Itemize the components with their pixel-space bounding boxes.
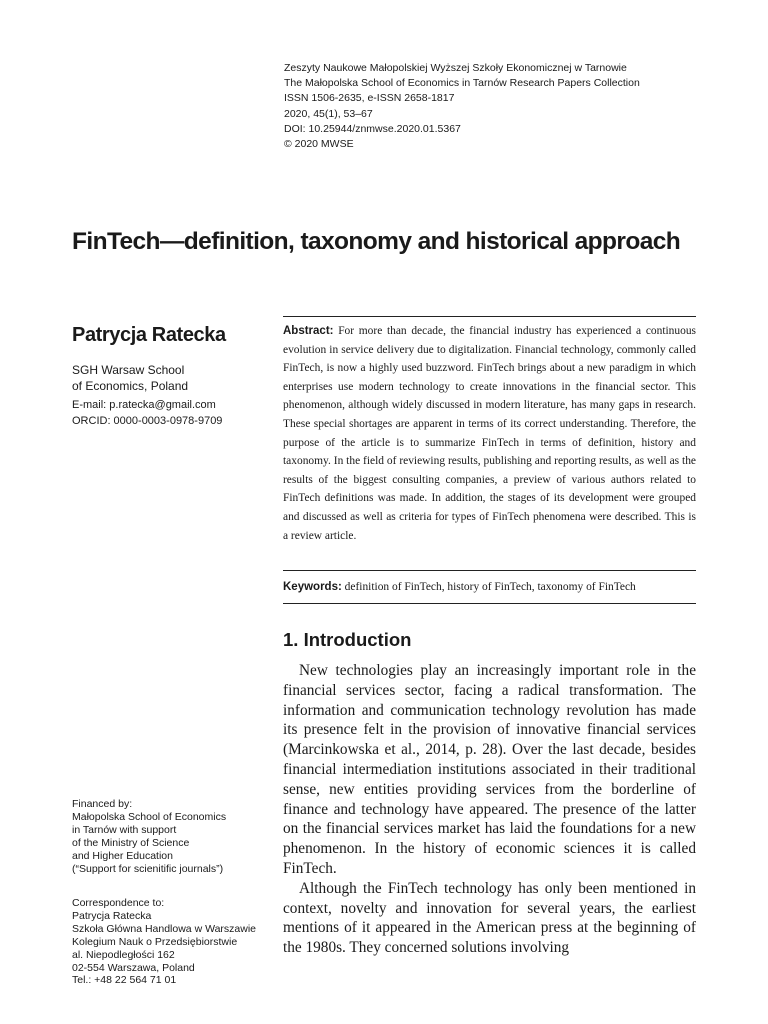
abstract-text: For more than decade, the financial industry has experienced a continuous evolution in service delivery due to digitalization. Financial technology, commonly called FinTech, is now a highly used buzzword. FinTech brings about a new paradigm in which enterprises use modern technology to create innovations in the financial sector. This phenomenon, although widely discussed in modern literature, has many gaps in research. These special shortages are apparent in terms of its correct understanding. Therefore, the purpose of the article is to summarize FinTech in terms of definition, history and taxonomy. In the field of reviewing results, publishing and reporting results, as well as the results of the biggest consulting companies, a preview of various authors related to FinTech definitions was made. In addition, the stages of its development were grouped and discussed as well as criteria for types of FinTech phenomena were described. This is a review article. — [283, 325, 697, 542]
section-body — [283, 661, 696, 958]
correspondence-phone: Tel.: +48 22 564 71 01 — [72, 974, 177, 987]
correspondence-note — [72, 897, 272, 987]
author-affiliation — [72, 362, 262, 394]
keywords-text: definition of FinTech, history of FinTech, taxonomy of FinTech — [344, 581, 636, 593]
journal-volume: 2020, 45(1), 53–67 — [284, 107, 373, 120]
paragraph: New technologies play an increasingly important role in the financial services sector, facing a radical transformation. The information and communication technology revolution has made its presence felt in the provision of innovative financial services (Marcinkowska et al., 2014, p. 28). Over the last decade, besides financial intermediation institutions associated in their traditional sense, new entities providing services from the borderline of finance and technology have appeared. The presence of the latter on the financial services market has laid the foundations for a new phenomenon. In the history of economic sciences it is called FinTech. — [283, 662, 696, 877]
funding-note — [72, 798, 272, 875]
journal-line: Zeszyty Naukowe Małopolskiej Wyższej Szkoły Ekonomicznej w Tarnowie — [284, 62, 627, 74]
correspondence-line: Patrycja Ratecka — [72, 909, 152, 922]
journal-copyright: © 2020 MWSE — [284, 138, 354, 151]
correspondence-line: Szkoła Główna Handlowa w Warszawie — [72, 922, 257, 935]
correspondence-line: 02-554 Warszawa, Poland — [72, 961, 195, 974]
journal-line: The Małopolska School of Economics in Tarnów Research Papers Collection — [284, 77, 640, 90]
keywords-top-rule — [283, 570, 696, 571]
funding-line: of the Ministry of Science — [72, 836, 190, 849]
affiliation-line: of Economics, Poland — [72, 379, 189, 393]
funding-line: Małopolska School of Economics — [72, 810, 227, 823]
funding-line: (“Support for scienitific journals”) — [72, 862, 224, 875]
keywords — [283, 578, 696, 596]
correspondence-line: Kolegium Nauk o Przedsiębiorstwie — [72, 935, 238, 948]
journal-header — [284, 61, 704, 152]
keywords-bottom-rule — [283, 603, 696, 604]
correspondence-line: al. Niepodległości 162 — [72, 948, 175, 961]
paragraph: Although the FinTech technology has only been mentioned in context, novelty and innovation for several years, the earliest mentions of it appeared in the American press at the beginning of the 1980s. They concerned solutions involving — [283, 879, 696, 957]
section-heading: 1. Introduction — [283, 629, 412, 650]
abstract — [283, 322, 696, 545]
abstract-top-rule — [283, 316, 696, 317]
keywords-label: Keywords: — [283, 581, 342, 593]
article-title: FinTech—definition, taxonomy and historical approach — [72, 228, 681, 255]
correspondence-line: Correspondence to: — [72, 897, 165, 909]
journal-issn: ISSN 1506-2635, e-ISSN 2658-1817 — [284, 92, 455, 105]
journal-doi: DOI: 10.25944/znmwse.2020.01.5367 — [284, 122, 461, 135]
author-orcid: ORCID: 0000-0003-0978-9709 — [72, 414, 223, 427]
author-contact — [72, 398, 272, 429]
abstract-label: Abstract: — [283, 325, 334, 337]
funding-line: in Tarnów with support — [72, 823, 177, 836]
funding-line: Financed by: — [72, 798, 133, 810]
author-email: E-mail: p.ratecka@gmail.com — [72, 399, 216, 411]
funding-line: and Higher Education — [72, 849, 173, 862]
affiliation-line: SGH Warsaw School — [72, 363, 185, 377]
author-name: Patrycja Ratecka — [72, 324, 226, 346]
